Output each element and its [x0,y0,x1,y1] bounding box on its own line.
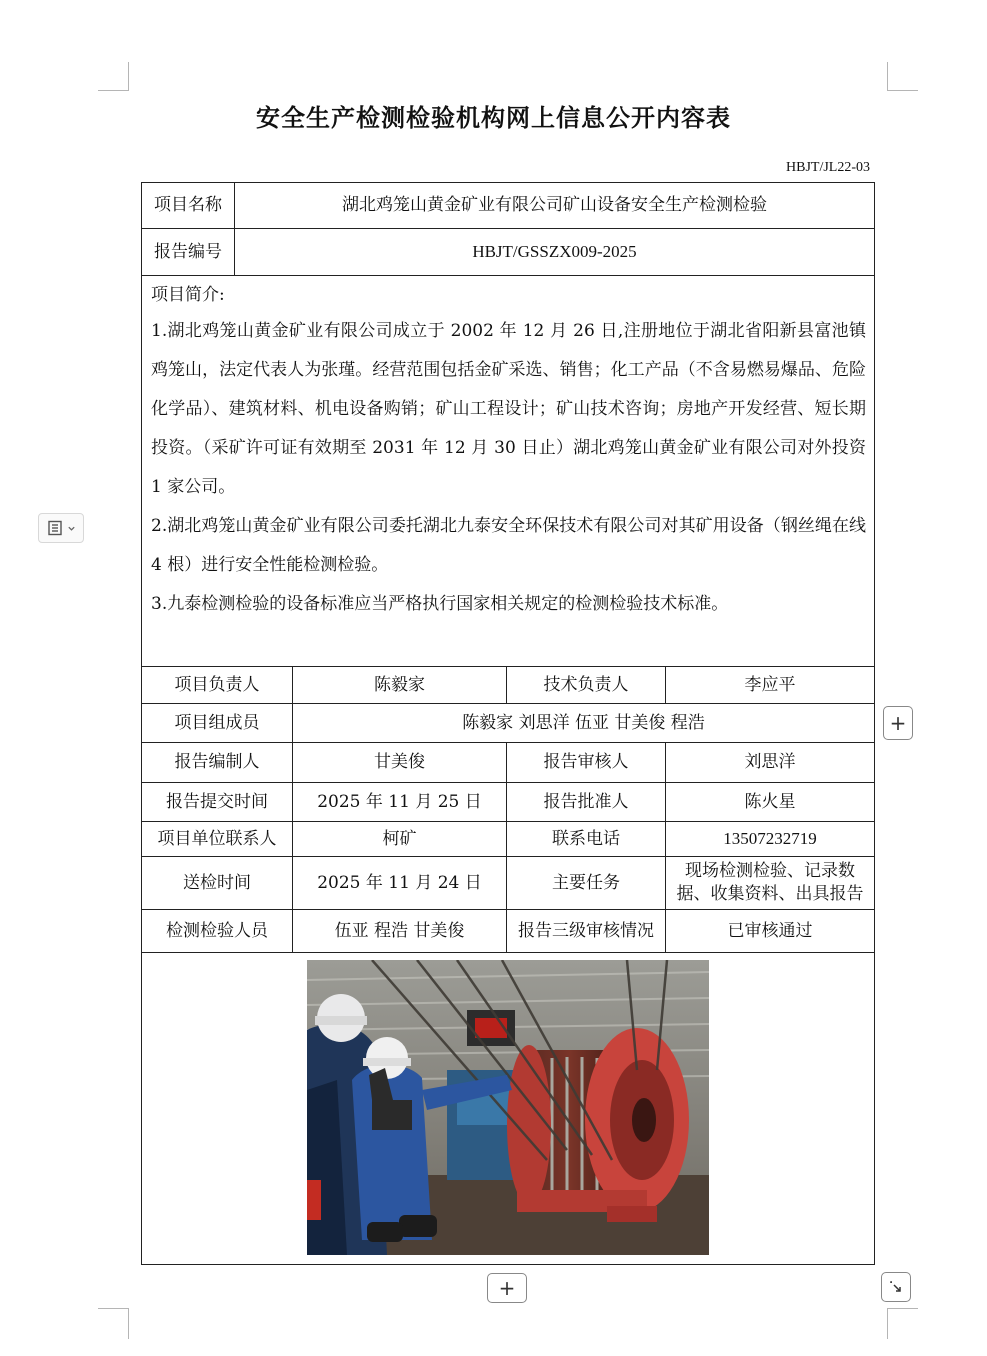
review-status-value[interactable]: 已审核通过 [666,910,875,953]
report-no-label: 报告编号 [142,229,235,276]
contact-label: 项目单位联系人 [142,822,293,857]
table-row-inspectors [142,910,875,953]
crop-mark-bottom-left [98,1308,129,1339]
members-value[interactable]: 陈毅家 刘思洋 伍亚 甘美俊 程浩 [293,704,875,743]
table-row-photo [142,953,875,1265]
reviewer-label: 报告审核人 [507,743,666,783]
table-row-intro [142,276,875,667]
inspection-time-label: 送检时间 [142,857,293,910]
approver-value[interactable]: 陈火星 [666,783,875,822]
table-row-contact [142,822,875,857]
table-row-compiler [142,743,875,783]
inspection-photo [307,960,709,1255]
tech-leader-value[interactable]: 李应平 [666,667,875,704]
submit-time-value[interactable]: 2025 年 11 月 25 日 [293,783,507,822]
project-name-value[interactable]: 湖北鸡笼山黄金矿业有限公司矿山设备安全生产检测检验 [235,183,875,229]
table-row-report-no [142,229,875,276]
intro-paragraph-2: 2.湖北鸡笼山黄金矿业有限公司委托湖北九泰安全环保技术有限公司对其矿用设备（钢丝绳在线 4 根）进行安全性能检测检验。 [151,516,866,575]
submit-time-label: 报告提交时间 [142,783,293,822]
review-status-label: 报告三级审核情况 [507,910,666,953]
intro-paragraph-1: 1.湖北鸡笼山黄金矿业有限公司成立于 2002 年 12 月 26 日,注册地位于湖北省阳新县富池镇鸡笼山，法定代表人为张瑾。经营范围包括金矿采选、销售；化工产品（不含易燃易爆品、危险化学品）、建筑材料、机电设备购销；矿山工程设计；矿山技术咨询；房地产开发经营、短长期投资。（采矿许可证有效期至 2031 年 12 月 30 日止）湖北鸡笼山黄金矿业有限公司对外投资 1 家公司。 [151,321,866,497]
info-table [141,182,875,1265]
table-row-inspection [142,857,875,910]
resize-corner-icon [888,1279,904,1295]
table-row-project-name [142,183,875,229]
table-row-members [142,704,875,743]
compiler-label: 报告编制人 [142,743,293,783]
crop-mark-bottom-right [887,1308,918,1339]
table-row-leaders [142,667,875,704]
intro-heading: 项目简介: [151,285,225,305]
inspectors-label: 检测检验人员 [142,910,293,953]
compiler-value[interactable]: 甘美俊 [293,743,507,783]
table-resize-button[interactable] [881,1272,911,1302]
inspectors-value[interactable]: 伍亚 程浩 甘美俊 [293,910,507,953]
project-leader-label: 项目负责人 [142,667,293,704]
tech-leader-label: 技术负责人 [507,667,666,704]
document-outline-icon [47,520,63,536]
table-row-submit [142,783,875,822]
inspection-time-value[interactable]: 2025 年 11 月 24 日 [293,857,507,910]
add-column-button[interactable]: + [883,706,913,740]
phone-value[interactable]: 13507232719 [666,822,875,857]
page-title: 安全生产检测检验机构网上信息公开内容表 [256,103,731,132]
reviewer-value[interactable]: 刘思洋 [666,743,875,783]
contact-value[interactable]: 柯矿 [293,822,507,857]
photo-cell[interactable] [142,953,875,1265]
members-label: 项目组成员 [142,704,293,743]
document-number: HBJT/JL22-03 [786,160,870,175]
main-task-value[interactable]: 现场检测检验、记录数据、收集资料、出具报告 [666,857,875,910]
project-name-label: 项目名称 [142,183,235,229]
phone-label: 联系电话 [507,822,666,857]
crop-mark-top-right [887,62,918,91]
intro-paragraph-3: 3.九泰检测检验的设备标准应当严格执行国家相关规定的检测检验技术标准。 [151,594,729,614]
main-task-label: 主要任务 [507,857,666,910]
project-leader-value[interactable]: 陈毅家 [293,667,507,704]
crop-mark-top-left [98,62,129,91]
chevron-down-icon [67,524,76,533]
outline-toggle-button[interactable] [38,513,84,543]
approver-label: 报告批准人 [507,783,666,822]
intro-cell[interactable] [142,276,875,667]
report-no-value[interactable]: HBJT/GSSZX009-2025 [235,229,875,276]
add-row-button[interactable]: + [487,1273,527,1303]
